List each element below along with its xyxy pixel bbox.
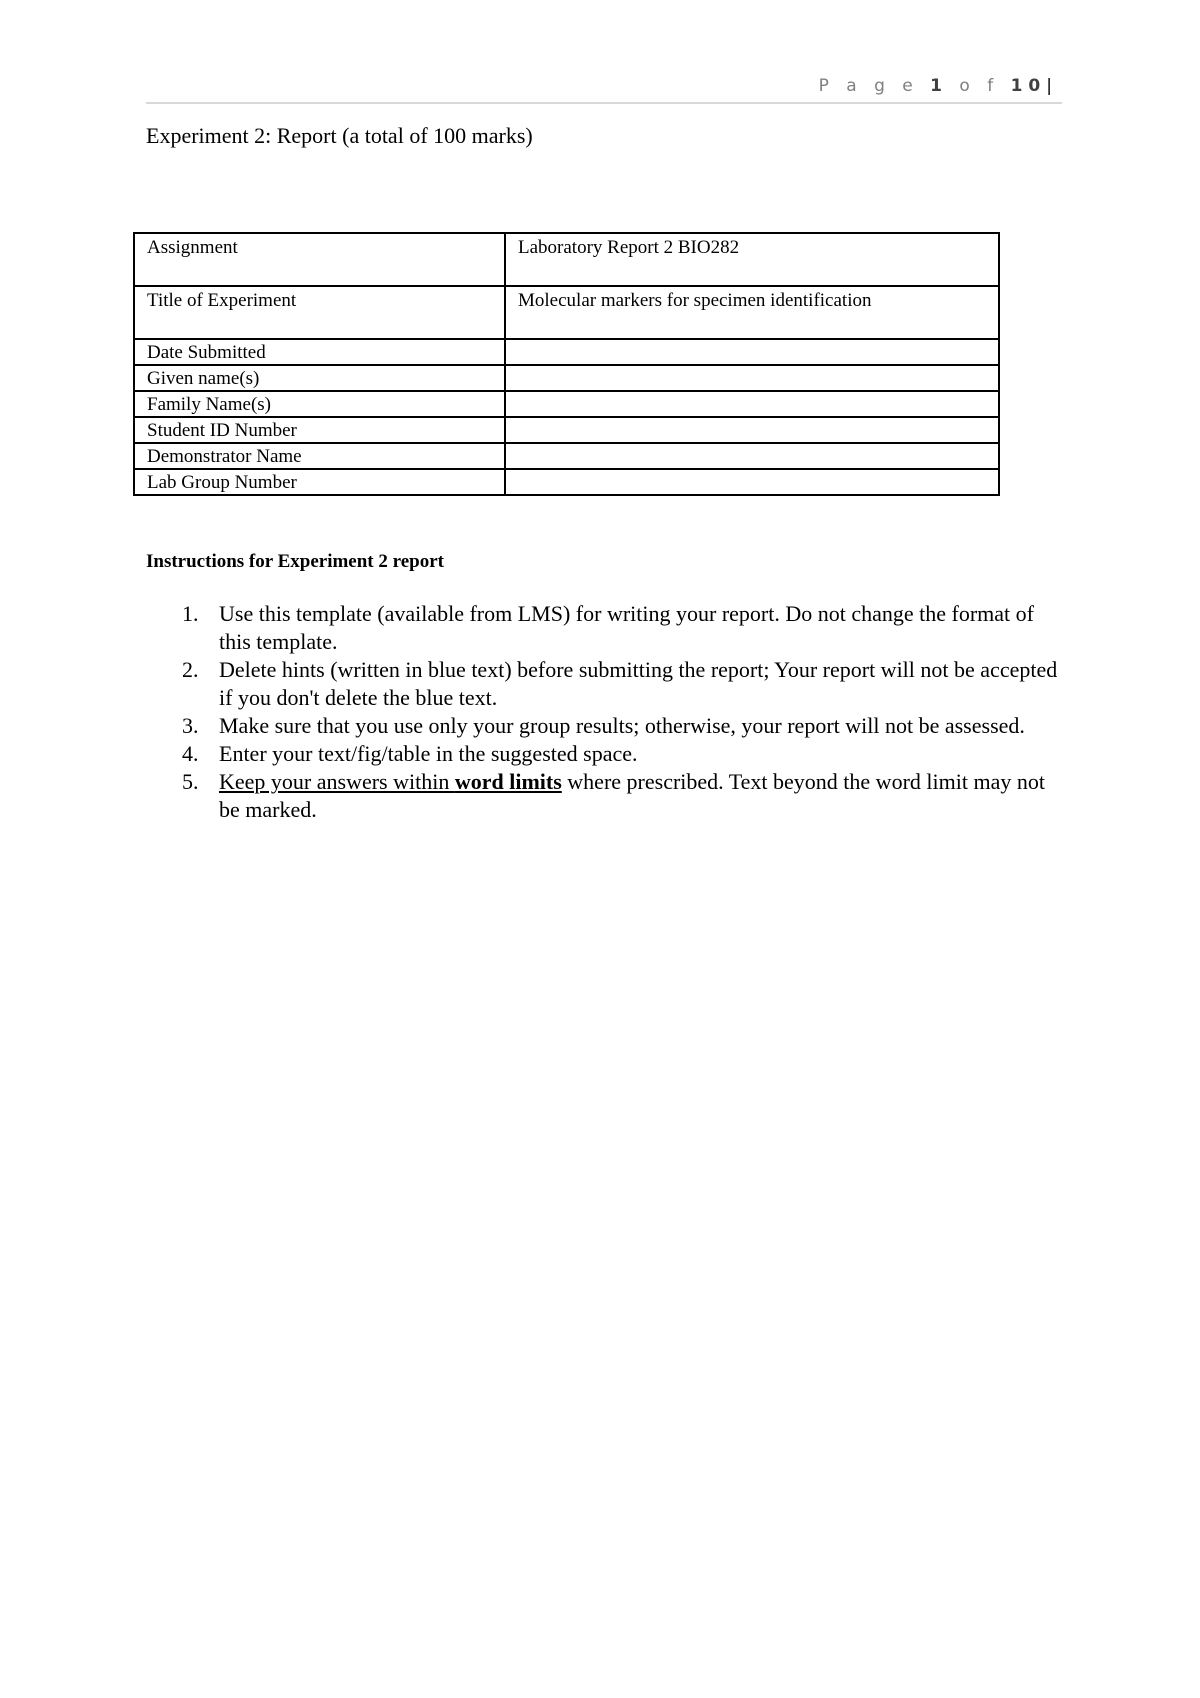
date-submitted-label: Date Submitted <box>134 339 505 365</box>
word-limits-emphasis: word limits <box>454 769 562 794</box>
student-id-field[interactable] <box>505 417 999 443</box>
assignment-label: Assignment <box>134 233 505 286</box>
table-row <box>134 286 999 339</box>
table-row <box>134 339 999 365</box>
page-word: P a g e <box>818 76 919 96</box>
page-header <box>146 72 1062 104</box>
student-id-label: Student ID Number <box>134 417 505 443</box>
list-item-text: where prescribed. Text beyond the word limit may not be marked. <box>219 769 1045 822</box>
list-item-number: 5. <box>182 769 199 794</box>
header-separator: | <box>1046 76 1052 96</box>
total-pages-number: 10 <box>1010 76 1047 96</box>
list-item-number: 2. <box>182 657 199 682</box>
list-item-text: Delete hints (written in blue text) before submitting the report; Your report will not be accepted if you don't delete the blue text. <box>219 657 1058 710</box>
list-item-number: 4. <box>182 741 199 766</box>
demonstrator-name-label: Demonstrator Name <box>134 443 505 469</box>
list-item <box>146 740 1071 768</box>
table-row <box>134 233 999 286</box>
list-item-text: Make sure that you use only your group results; otherwise, your report will not be assessed. <box>219 713 1025 738</box>
list-item <box>146 656 1071 712</box>
family-names-field[interactable] <box>505 391 999 417</box>
list-item-text: Use this template (available from LMS) for writing your report. Do not change the format of this template. <box>219 601 1034 654</box>
instructions-heading: Instructions for Experiment 2 report <box>146 551 444 572</box>
given-names-label: Given name(s) <box>134 365 505 391</box>
current-page-number: 1 <box>930 76 948 96</box>
list-item-text: Enter your text/fig/table in the suggested space. <box>219 741 638 766</box>
assignment-value: Laboratory Report 2 BIO282 <box>505 233 999 286</box>
of-word: o f <box>959 76 1000 96</box>
table-row <box>134 443 999 469</box>
demonstrator-name-field[interactable] <box>505 443 999 469</box>
assignment-info-table <box>133 232 1000 496</box>
list-item-number: 3. <box>182 713 199 738</box>
list-item-underlined-text: Keep your answers within <box>219 769 455 794</box>
instructions-list <box>146 600 1071 824</box>
table-row <box>134 365 999 391</box>
page-number <box>819 76 1052 96</box>
table-row <box>134 469 999 495</box>
document-title: Experiment 2: Report (a total of 100 marks) <box>146 123 533 148</box>
family-names-label: Family Name(s) <box>134 391 505 417</box>
experiment-title-value: Molecular markers for specimen identification <box>505 286 999 339</box>
date-submitted-field[interactable] <box>505 339 999 365</box>
list-item <box>146 768 1071 824</box>
lab-group-number-label: Lab Group Number <box>134 469 505 495</box>
list-item <box>146 600 1071 656</box>
list-item <box>146 712 1071 740</box>
table-row <box>134 417 999 443</box>
list-item-number: 1. <box>182 601 199 626</box>
table-row <box>134 391 999 417</box>
lab-group-number-field[interactable] <box>505 469 999 495</box>
given-names-field[interactable] <box>505 365 999 391</box>
experiment-title-label: Title of Experiment <box>134 286 505 339</box>
